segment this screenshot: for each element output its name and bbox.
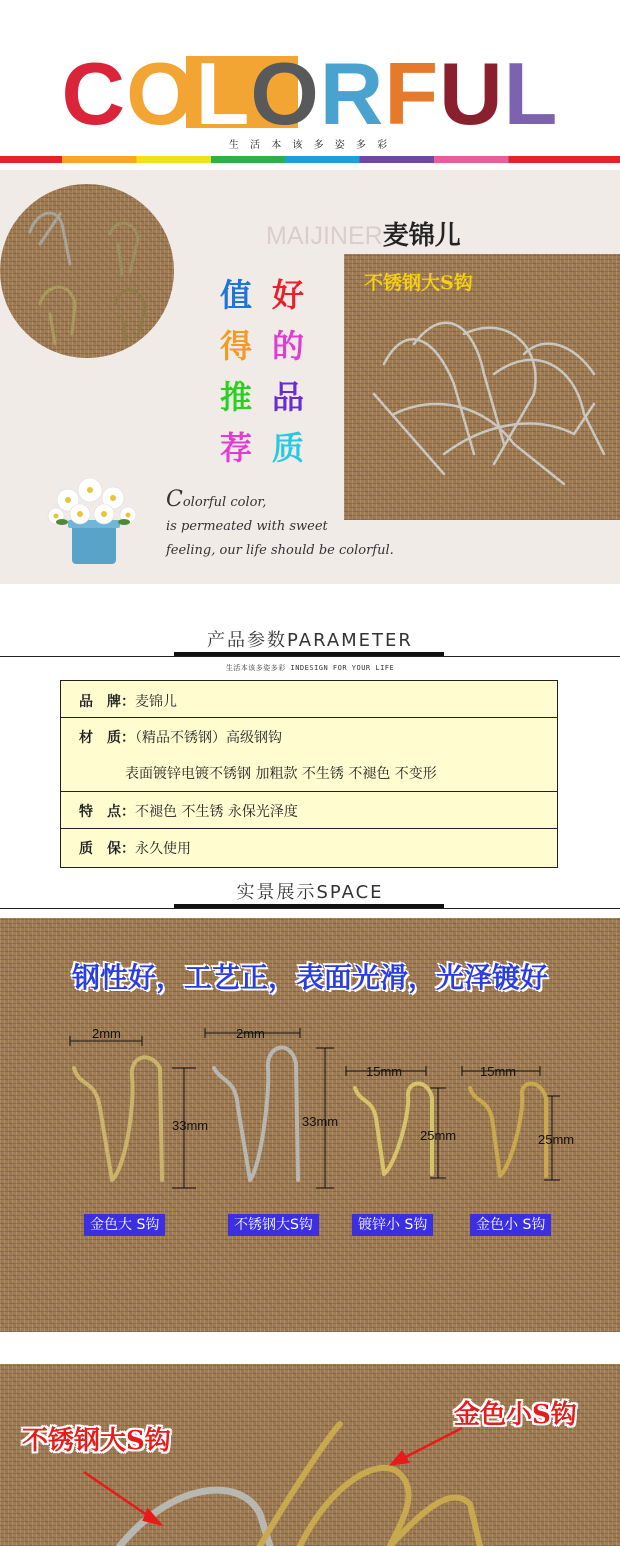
parameter-heading: 产品参数PARAMETER xyxy=(207,630,413,651)
slogan-char: 的 xyxy=(272,327,305,365)
logo-letter: R xyxy=(319,44,385,143)
param-value: （精品不锈钢）高级钢钩 xyxy=(135,730,282,746)
hook1-label: 金色大 S钩 xyxy=(84,1214,165,1236)
colorful-header xyxy=(0,0,620,170)
colorful-logo xyxy=(0,44,620,144)
callout-gold-small: 金色小S钩 xyxy=(454,1400,577,1430)
slogan-left xyxy=(220,270,252,474)
logo-letter: O xyxy=(126,44,196,143)
param-value: 不褪色 不生锈 永保光泽度 xyxy=(135,804,298,820)
logo-letter: C xyxy=(61,44,127,143)
param-label: 质 保： xyxy=(79,841,135,857)
param-row-warranty xyxy=(61,838,557,858)
slogan-right xyxy=(272,270,304,474)
slogan-char: 得 xyxy=(220,327,253,365)
brand-cn: 麦锦儿 xyxy=(382,220,461,250)
param-divider xyxy=(61,791,557,792)
logo-letter: F xyxy=(384,44,440,143)
logo-letter: L xyxy=(195,44,251,143)
quote-line3: feeling, our life should be colorful. xyxy=(166,543,394,558)
hook4-height: 25mm xyxy=(538,1132,575,1147)
param-label: 特 点： xyxy=(79,804,135,820)
brand-line xyxy=(266,215,461,252)
param-row-brand xyxy=(61,691,557,711)
param-label: 品 牌： xyxy=(79,694,135,710)
quote-line2: is permeated with sweet xyxy=(166,519,328,534)
logo-letter: O xyxy=(250,44,320,143)
param-value: 麦锦儿 xyxy=(135,694,177,710)
header-subtitle: 生 活 本 该 多 姿 多 彩 xyxy=(228,140,392,151)
brand-en: MAIJINER xyxy=(266,222,383,250)
colorful-quote xyxy=(166,488,394,563)
hook4-width: 15mm xyxy=(480,1064,517,1079)
quote-initial: C xyxy=(166,487,183,512)
slogan-char: 质 xyxy=(272,429,305,467)
slogan-char: 荐 xyxy=(220,429,253,467)
logo-letter: U xyxy=(439,44,504,143)
param-row-material-detail xyxy=(61,763,557,783)
hook2-width: 2mm xyxy=(236,1026,265,1041)
callout-stainless: 不锈钢大S钩 xyxy=(22,1426,171,1456)
bottom-photo xyxy=(0,1364,620,1546)
parameter-table xyxy=(60,680,558,868)
flower-pot-icon xyxy=(38,460,148,570)
photo-title: 不锈钢大S钩 xyxy=(364,272,473,294)
parameter-rule xyxy=(0,656,620,657)
space-heading: 实景展示SPACE xyxy=(236,882,384,903)
param-row-feature xyxy=(61,801,557,821)
slogan-char: 品 xyxy=(272,378,305,416)
hook3-height: 25mm xyxy=(420,1128,457,1143)
space-title: 钢性好，工艺正，表面光滑，光泽镀好 xyxy=(71,961,548,994)
hook4-label: 金色小 S钩 xyxy=(470,1214,551,1236)
logo-letter: L xyxy=(503,44,559,143)
feature-section xyxy=(0,170,620,584)
slogan-char: 推 xyxy=(220,378,253,416)
slogan-char: 好 xyxy=(272,276,305,314)
slogan-char: 值 xyxy=(220,276,253,314)
param-row-material xyxy=(61,727,557,747)
hook2-label: 不锈钢大S钩 xyxy=(228,1214,319,1236)
hook3-width: 15mm xyxy=(366,1064,403,1079)
quote-line1: olorful color, xyxy=(182,495,267,510)
hook1-width: 2mm xyxy=(92,1026,121,1041)
param-label: 材 质： xyxy=(79,730,135,746)
param-value: 永久使用 xyxy=(135,841,191,857)
parameter-tagline: 生活本该多姿多彩 INDESIGN FOR YOUR LIFE xyxy=(225,664,395,672)
space-photo xyxy=(0,918,620,1332)
param-divider xyxy=(61,717,557,718)
hook1-height: 33mm xyxy=(172,1118,209,1133)
stainless-hooks-photo xyxy=(344,254,620,520)
hook3-label: 镀锌小 S钩 xyxy=(352,1214,433,1236)
space-rule xyxy=(0,908,620,909)
rainbow-divider xyxy=(0,156,620,163)
hook2-height: 33mm xyxy=(302,1114,339,1129)
param-value: 表面镀锌电镀不锈钢 加粗款 不生锈 不褪色 不变形 xyxy=(125,766,437,782)
hooks-circle-photo xyxy=(0,184,174,358)
param-divider xyxy=(61,828,557,829)
